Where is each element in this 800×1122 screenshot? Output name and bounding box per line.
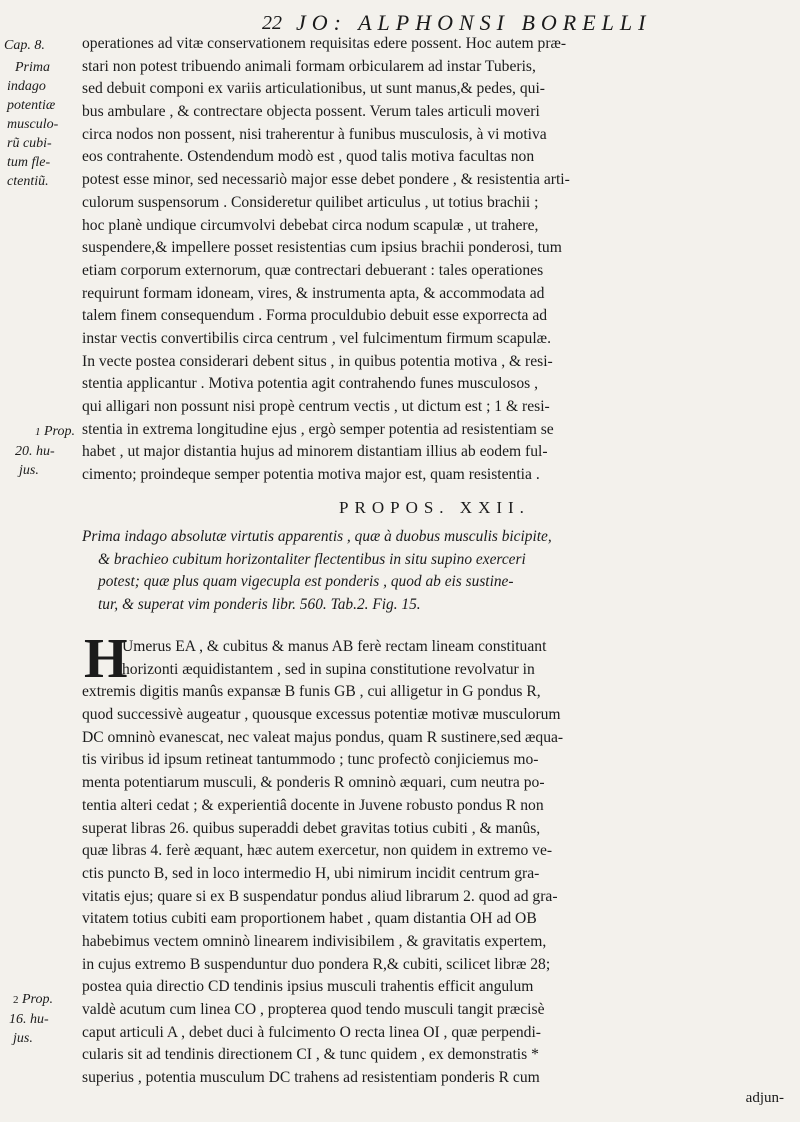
cross-reference-line: jus. bbox=[13, 1031, 33, 1046]
side-title-line: tum fle- bbox=[7, 155, 51, 170]
text-line: circa nodos non possent, nisi traherentur à funibus musculosis, à vi motiva bbox=[82, 125, 547, 143]
text-line: ctis puncto B, sed in loco intermedio H, ubi nimirum incidit centrum gra- bbox=[82, 864, 540, 882]
enunciation-line: tur, & superat vim ponderis libr. 560. Tab.2. Fig. 15. bbox=[98, 596, 421, 614]
text-line: In vecte postea considerari debent situs , in quibus potentia motiva , & resi- bbox=[82, 352, 553, 370]
text-line: postea quia directio CD tendinis ipsius musculi trahentis efficit angulum bbox=[82, 978, 534, 996]
text-line: bus ambulare , & contrectare objecta possent. Verum tales articuli moveri bbox=[82, 103, 540, 121]
text-line: hoc planè undique circumvolvi debebat circa nodum scapulæ , ut trahere, bbox=[82, 216, 539, 234]
side-title-line: Prima bbox=[15, 60, 50, 75]
side-title-line: potentiæ bbox=[7, 98, 56, 113]
text-line: habet , ut major distantia hujus ad minorem distantiam illius ab eodem ful- bbox=[82, 443, 548, 461]
text-line: tentia alteri cedat ; & experientiâ docente in Juvene robusto pondus R non bbox=[82, 796, 544, 814]
text-line: superius , potentia musculum DC trahens ad resistentiam ponderis R cum bbox=[82, 1069, 540, 1087]
cross-reference-line: 1 Prop. bbox=[35, 424, 75, 439]
text-line: potest esse minor, sed necessariò major esse debet pondere , & resistentia arti- bbox=[82, 171, 570, 189]
paragraph-2 bbox=[82, 628, 787, 1090]
text-line: menta potentiarum musculi, & ponderis R omninò æquari, cum neutra po- bbox=[82, 774, 545, 792]
text-line: cularis sit ad tendinis directionem CI , & tunc quidem , ex demonstratis * bbox=[82, 1046, 539, 1064]
side-title-line: ctentiũ. bbox=[7, 174, 49, 189]
proposition-heading: PROPOS. XXII. bbox=[339, 498, 530, 517]
text-line: eos contrahente. Ostendendum modò est , quod talis motiva facultas non bbox=[82, 148, 535, 166]
text-line: quod successivè augeatur , quousque excessus potentiæ motivæ musculorum bbox=[82, 706, 561, 724]
text-line: extremis digitis manûs expansæ B funis GB , cui alligetur in G pondus R, bbox=[82, 683, 541, 701]
text-line: superat libras 26. quibus superaddi debet gravitas totius cubiti , & manûs, bbox=[82, 819, 541, 837]
cross-reference-line: 2 Prop. bbox=[13, 992, 53, 1007]
text-line: Umerus EA , & cubitus & manus AB ferè rectam lineam constituant bbox=[122, 638, 547, 655]
text-line: operationes ad vitæ conservationem requisitas edere possent. Hoc autem præ- bbox=[82, 35, 567, 52]
text-line: stentia in extrema longitudine ejus , ergò semper potentia ad resistentiam se bbox=[82, 420, 554, 438]
side-title bbox=[7, 58, 79, 191]
text-line: suspendere,& impellere posset resistentias cum ipsius brachii ponderosi, tum bbox=[82, 239, 562, 257]
text-line: horizonti æquidistantem , sed in supina constitutione revolvatur in bbox=[122, 660, 535, 678]
side-title-line: rũ cubi- bbox=[7, 136, 52, 151]
text-line: caput articuli A , debet duci à fulcimento O recta linea OI , quæ perpendi- bbox=[82, 1023, 541, 1041]
text-line: habebimus vectem omninò linearem indivisibilem , & gravitatis expertem, bbox=[82, 932, 547, 950]
paragraph-1 bbox=[82, 33, 787, 487]
text-line: tis viribus id ipsum retineat tantummodo ; tunc profectò conjiciemus mo- bbox=[82, 751, 539, 769]
enunciation-line: Prima indago absolutæ virtutis apparentis , quæ à duobus musculis bicipite, bbox=[82, 528, 552, 545]
text-line: stentia applicantur . Motiva potentia agit contrahendo funes musculosos , bbox=[82, 375, 539, 393]
text-line: talem finem consequendum . Forma proculdubio debuit esse exporrecta ad bbox=[82, 307, 548, 325]
text-line: in cujus extremo B suspenduntur duo pondera R,& cubiti, scilicet libræ 28; bbox=[82, 955, 551, 973]
page-number: 22 bbox=[262, 12, 282, 34]
cross-reference-line: 20. hu- bbox=[15, 444, 55, 459]
text-line: quæ libras 4. ferè æquant, hæc autem exercetur, non quidem in extremo ve- bbox=[82, 842, 553, 860]
drop-capital: H bbox=[84, 628, 128, 690]
chapter-label: Cap. 8. bbox=[4, 38, 45, 53]
cross-reference-1 bbox=[7, 422, 79, 480]
text-line: etiam corporum externorum, quæ contrectari debuerant : tales operationes bbox=[82, 261, 544, 279]
side-title-line: indago bbox=[7, 79, 46, 94]
proposition-enunciation bbox=[82, 526, 787, 617]
enunciation-line: potest; quæ plus quam vigecupla est ponderis , quod ab eis sustine- bbox=[98, 573, 514, 591]
catchword: adjun- bbox=[745, 1090, 784, 1106]
running-title: JO: ALPHONSI BORELLI bbox=[296, 10, 652, 35]
text-line: culorum suspensorum . Consideretur quilibet articulus , ut totius brachii ; bbox=[82, 193, 539, 211]
enunciation-line: & brachieo cubitum horizontaliter flectentibus in situ supino exerceri bbox=[98, 550, 526, 568]
text-line: sed debuit componi ex variis articulationibus, ut sunt manus,& pedes, qui- bbox=[82, 80, 545, 98]
text-line: cimento; proindeque semper potentia motiva major est, quam resistentia . bbox=[82, 466, 540, 484]
text-line: valdè acutum cum linea CO , propterea quod tendo musculi tangit præcisè bbox=[82, 1001, 545, 1018]
cross-reference-line: jus. bbox=[19, 463, 39, 478]
cross-reference-2 bbox=[7, 990, 79, 1048]
side-title-line: musculo- bbox=[7, 117, 59, 132]
text-line: requirunt formam idoneam, vires, & instrumenta apta, & accommodata ad bbox=[82, 284, 545, 302]
text-line: vitatis ejus; quare si ex B suspendatur pondus aliud librarum 2. quod ad gra- bbox=[82, 887, 558, 905]
text-line: instar vectis convertibilis circa centrum , vel fulcimentum firmum scapulæ. bbox=[82, 329, 551, 347]
text-line: vitatem totius cubiti eam proportionem habet , quam distantia OH ad OB bbox=[82, 910, 537, 928]
cross-reference-line: 16. hu- bbox=[9, 1012, 49, 1027]
text-line: stari non potest tribuendo animali formam orbicularem ad instar Tuberis, bbox=[82, 57, 536, 75]
text-line: DC omninò evanescat, nec valeat majus pondus, quam R sustinere,sed æqua- bbox=[82, 728, 564, 746]
text-line: qui alligari non possunt nisi propè centrum vectis , ut dictum est ; 1 & resi- bbox=[82, 398, 550, 415]
